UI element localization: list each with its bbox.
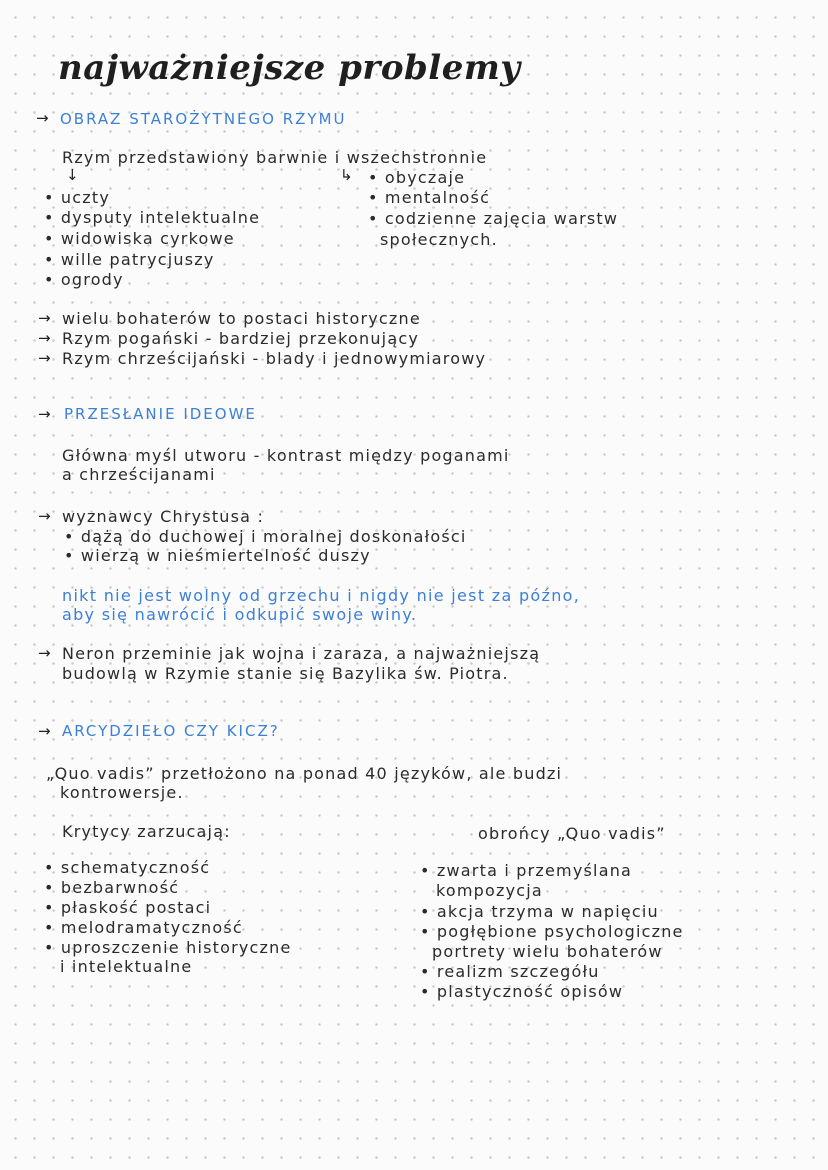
list-item: • wille patrycjuszy — [44, 250, 215, 269]
arrow-icon: → — [38, 309, 51, 327]
list-item: • widowiska cyrkowe — [44, 229, 235, 248]
section-intro: Rzym przedstawiony barwnie i wszechstronnie — [62, 148, 488, 167]
list-item: • pogłębione psychologiczne — [420, 922, 684, 941]
list-item: • codzienne zajęcia warstw — [368, 209, 619, 228]
list-item: • płaskość postaci — [44, 898, 212, 917]
list-item: • uproszczenie historyczne — [44, 938, 292, 957]
section-heading: PRZESŁANIE IDEOWE — [64, 405, 257, 423]
list-item-cont: i intelektualne — [60, 957, 193, 976]
point-item: Rzym pogański - bardziej przekonujący — [62, 329, 419, 348]
list-item: • dysputy intelektualne — [44, 208, 261, 227]
list-item: • ogrody — [44, 270, 124, 289]
list-item: • uczty — [44, 188, 111, 207]
arrow-icon: → — [38, 349, 51, 367]
section-heading: OBRAZ STAROŻYTNEGO RZYMU — [60, 110, 347, 128]
section-heading: ARCYDZIEŁO CZY KICZ? — [62, 722, 280, 740]
point-item: wielu bohaterów to postaci historyczne — [62, 309, 421, 328]
list-item: • wierzą w nieśmiertelność duszy — [64, 546, 371, 565]
list-item: • melodramatyczność — [44, 918, 243, 937]
section-intro: „Quo vadis” przetłożono na ponad 40 języków, ale budzi — [46, 764, 563, 783]
arrow-icon: → — [38, 722, 51, 740]
list-item: • plastyczność opisów — [420, 982, 624, 1001]
list-item: • obyczaje — [368, 168, 466, 187]
arrow-icon: → — [36, 109, 49, 127]
list-item: społecznych. — [380, 230, 498, 249]
defenders-heading: obrońcy „Quo vadis” — [478, 824, 666, 843]
list-item: • realizm szczegółu — [420, 962, 600, 981]
page-title: najważniejsze problemy — [58, 48, 521, 88]
hook-arrow-icon: ↳ — [340, 166, 353, 184]
nero-note-cont: budowlą w Rzymie stanie się Bazylika św. Piotra. — [62, 664, 509, 683]
arrow-icon: → — [38, 507, 51, 525]
main-thought-cont: a chrześcijanami — [62, 465, 216, 484]
arrow-icon: → — [38, 329, 51, 347]
section-intro-cont: kontrowersje. — [60, 783, 184, 802]
arrow-icon: → — [38, 644, 51, 662]
nero-note: Neron przeminie jak wojna i zaraza, a najważniejszą — [62, 644, 541, 663]
down-arrow-icon: ↓ — [66, 166, 79, 184]
main-thought: Główna myśl utworu - kontrast między poganami — [62, 446, 510, 465]
list-item: • mentalność — [368, 188, 491, 207]
list-item-cont: kompozycja — [436, 881, 543, 900]
arrow-icon: → — [38, 405, 51, 423]
believers-intro: wyznawcy Chrystusa : — [62, 507, 265, 526]
highlight-quote-cont: aby się nawrócić i odkupić swoje winy. — [62, 605, 418, 624]
list-item: • zwarta i przemyślana — [420, 861, 633, 880]
list-item-cont: portrety wielu bohaterów — [432, 942, 663, 961]
list-item: • schematyczność — [44, 858, 211, 877]
critics-heading: Krytycy zarzucają: — [62, 822, 231, 841]
list-item: • bezbarwność — [44, 878, 180, 897]
list-item: • dążą do duchowej i moralnej doskonałości — [64, 527, 467, 546]
point-item: Rzym chrześcijański - blady i jednowymiarowy — [62, 349, 487, 368]
list-item: • akcja trzyma w napięciu — [420, 902, 659, 921]
highlight-quote: nikt nie jest wolny od grzechu i nigdy nie jest za późno, — [62, 586, 581, 605]
